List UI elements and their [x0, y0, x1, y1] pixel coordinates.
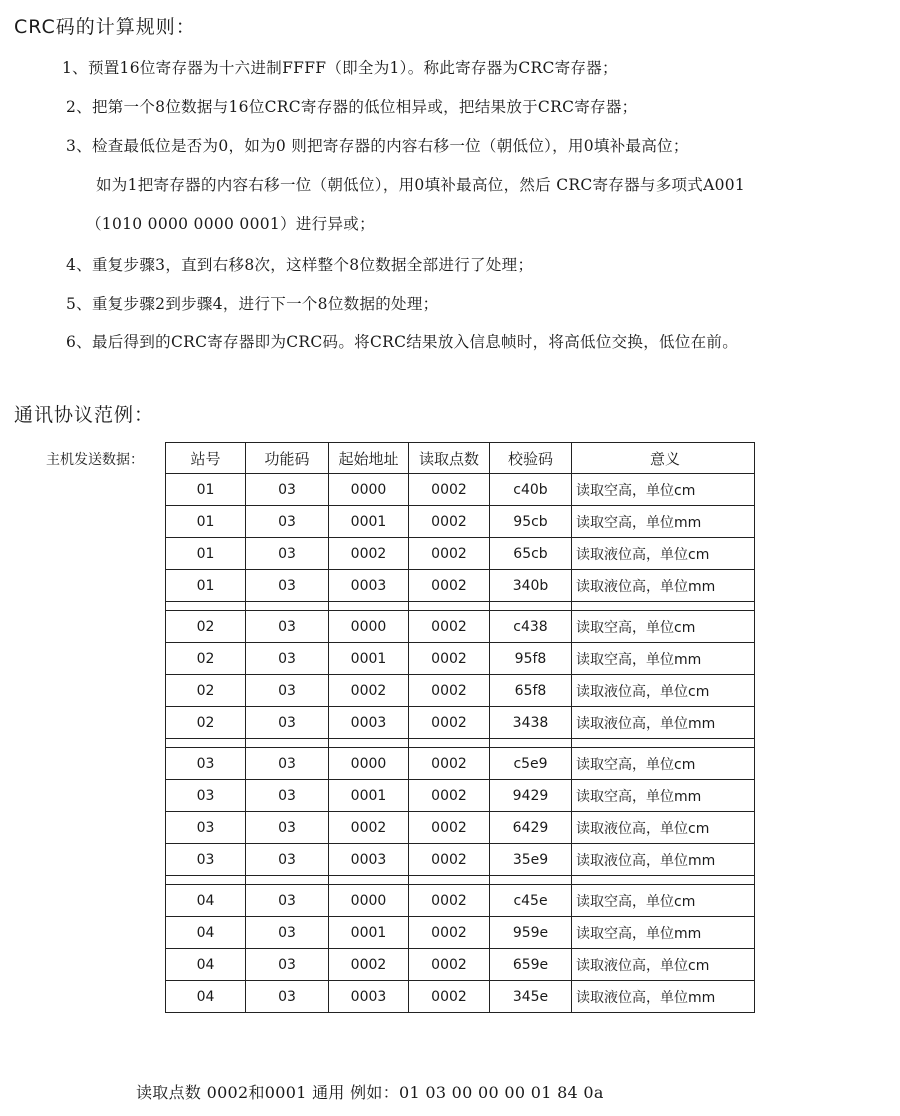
cell-checksum: 3438: [490, 707, 572, 739]
cell-read-count: 0002: [409, 707, 490, 739]
cell-read-count: 0002: [409, 812, 490, 844]
cell-checksum: c5e9: [490, 748, 572, 780]
protocol-example-title: 通讯协议范例：: [14, 404, 155, 426]
cell-read-count: 0002: [409, 917, 490, 949]
cell-start-address: 0002: [329, 949, 409, 981]
cell-read-count: 0002: [409, 675, 490, 707]
cell-function-code: 03: [246, 506, 329, 538]
table-row: [166, 538, 755, 570]
crc-step-3: 3、检查最低位是否为0，如为0 则把寄存器的内容右移一位（朝低位），用0填补最高位；: [66, 137, 689, 155]
cell-meaning: 读取空高，单位mm: [572, 506, 755, 538]
table-row: [166, 707, 755, 739]
table-row: [166, 812, 755, 844]
cell-start-address: 0000: [329, 885, 409, 917]
cell-function-code: 03: [246, 949, 329, 981]
cell-station: 04: [166, 885, 246, 917]
header-checksum: 校验码: [490, 443, 572, 474]
cell-function-code: 03: [246, 844, 329, 876]
cell-start-address: 0001: [329, 643, 409, 675]
cell-checksum: 9429: [490, 780, 572, 812]
crc-step-5: 5、重复步骤2到步骤4，进行下一个8位数据的处理；: [66, 295, 439, 313]
cell-start-address: 0003: [329, 844, 409, 876]
cell-station: 02: [166, 675, 246, 707]
cell-read-count: 0002: [409, 949, 490, 981]
separator-cell: [329, 739, 409, 748]
table-row: [166, 748, 755, 780]
cell-meaning: 读取空高，单位cm: [572, 748, 755, 780]
cell-station: 02: [166, 643, 246, 675]
cell-start-address: 0003: [329, 570, 409, 602]
separator-cell: [166, 739, 246, 748]
separator-cell: [246, 602, 329, 611]
crc-step-1: 1、预置16位寄存器为十六进制FFFF（即全为1）。称此寄存器为CRC寄存器；: [62, 59, 618, 77]
cell-function-code: 03: [246, 780, 329, 812]
cell-meaning: 读取液位高，单位cm: [572, 675, 755, 707]
cell-read-count: 0002: [409, 643, 490, 675]
cell-checksum: 95f8: [490, 643, 572, 675]
table-row: [166, 780, 755, 812]
cell-start-address: 0001: [329, 917, 409, 949]
table-row: [166, 917, 755, 949]
cell-station: 01: [166, 570, 246, 602]
cell-start-address: 0001: [329, 780, 409, 812]
cell-start-address: 0002: [329, 675, 409, 707]
cell-function-code: 03: [246, 707, 329, 739]
cell-station: 01: [166, 538, 246, 570]
table-row: [166, 506, 755, 538]
cell-read-count: 0002: [409, 570, 490, 602]
cell-station: 03: [166, 812, 246, 844]
crc-step-2: 2、把第一个8位数据与16位CRC寄存器的低位相异或，把结果放于CRC寄存器；: [66, 98, 638, 116]
cell-function-code: 03: [246, 570, 329, 602]
cell-function-code: 03: [246, 538, 329, 570]
separator-cell: [490, 602, 572, 611]
cell-meaning: 读取液位高，单位mm: [572, 570, 755, 602]
cell-function-code: 03: [246, 981, 329, 1013]
crc-step-3-continued: 如为1把寄存器的内容右移一位（朝低位），用0填补最高位，然后 CRC寄存器与多项式A001: [96, 176, 746, 194]
separator-cell: [166, 876, 246, 885]
cell-station: 04: [166, 917, 246, 949]
cell-checksum: 345e: [490, 981, 572, 1013]
header-station: 站号: [166, 443, 246, 474]
cell-function-code: 03: [246, 812, 329, 844]
cell-meaning: 读取液位高，单位cm: [572, 949, 755, 981]
footer-note: 读取点数 0002和0001 通用 例如：01 03 00 00 00 01 84 0a: [136, 1083, 604, 1102]
cell-checksum: 659e: [490, 949, 572, 981]
table-row: [166, 844, 755, 876]
cell-start-address: 0003: [329, 981, 409, 1013]
separator-cell: [490, 739, 572, 748]
cell-meaning: 读取空高，单位cm: [572, 885, 755, 917]
table-header-row: [166, 443, 755, 474]
crc-step-3-polynomial: （1010 0000 0000 0001）进行异或；: [86, 215, 375, 233]
crc-step-6: 6、最后得到的CRC寄存器即为CRC码。将CRC结果放入信息帧时，将高低位交换，低位在前。: [66, 333, 739, 351]
cell-station: 03: [166, 844, 246, 876]
cell-checksum: c40b: [490, 474, 572, 506]
protocol-table: [165, 442, 755, 1013]
cell-meaning: 读取空高，单位mm: [572, 917, 755, 949]
group-separator: [166, 602, 755, 611]
cell-station: 01: [166, 474, 246, 506]
header-start-address: 起始地址: [329, 443, 409, 474]
cell-checksum: 340b: [490, 570, 572, 602]
cell-function-code: 03: [246, 643, 329, 675]
cell-start-address: 0002: [329, 812, 409, 844]
table-row: [166, 949, 755, 981]
cell-start-address: 0000: [329, 748, 409, 780]
cell-meaning: 读取空高，单位cm: [572, 611, 755, 643]
separator-cell: [572, 602, 755, 611]
table-row: [166, 675, 755, 707]
cell-start-address: 0002: [329, 538, 409, 570]
crc-rules-title: CRC码的计算规则：: [14, 16, 196, 38]
cell-function-code: 03: [246, 474, 329, 506]
separator-cell: [246, 739, 329, 748]
separator-cell: [490, 876, 572, 885]
table-row: [166, 885, 755, 917]
cell-read-count: 0002: [409, 538, 490, 570]
cell-station: 04: [166, 981, 246, 1013]
table-row: [166, 474, 755, 506]
header-read-count: 读取点数: [409, 443, 490, 474]
cell-start-address: 0000: [329, 474, 409, 506]
table-row: [166, 570, 755, 602]
cell-meaning: 读取液位高，单位mm: [572, 981, 755, 1013]
table-row: [166, 643, 755, 675]
cell-meaning: 读取空高，单位mm: [572, 643, 755, 675]
cell-read-count: 0002: [409, 885, 490, 917]
crc-step-4: 4、重复步骤3，直到右移8次，这样整个8位数据全部进行了处理；: [66, 256, 534, 274]
cell-read-count: 0002: [409, 611, 490, 643]
table-row: [166, 981, 755, 1013]
separator-cell: [572, 739, 755, 748]
group-separator: [166, 876, 755, 885]
cell-meaning: 读取液位高，单位cm: [572, 538, 755, 570]
cell-station: 02: [166, 611, 246, 643]
cell-read-count: 0002: [409, 474, 490, 506]
cell-station: 02: [166, 707, 246, 739]
separator-cell: [246, 876, 329, 885]
separator-cell: [572, 876, 755, 885]
cell-station: 04: [166, 949, 246, 981]
cell-read-count: 0002: [409, 506, 490, 538]
cell-meaning: 读取空高，单位mm: [572, 780, 755, 812]
cell-checksum: 95cb: [490, 506, 572, 538]
cell-start-address: 0001: [329, 506, 409, 538]
cell-checksum: c438: [490, 611, 572, 643]
cell-function-code: 03: [246, 885, 329, 917]
cell-checksum: 6429: [490, 812, 572, 844]
master-send-label: 主机发送数据：: [46, 452, 144, 468]
cell-station: 01: [166, 506, 246, 538]
table-body: [166, 474, 755, 1013]
separator-cell: [166, 602, 246, 611]
separator-cell: [409, 602, 490, 611]
cell-function-code: 03: [246, 917, 329, 949]
cell-start-address: 0003: [329, 707, 409, 739]
cell-function-code: 03: [246, 675, 329, 707]
cell-start-address: 0000: [329, 611, 409, 643]
separator-cell: [329, 602, 409, 611]
cell-station: 03: [166, 780, 246, 812]
cell-function-code: 03: [246, 611, 329, 643]
cell-checksum: 959e: [490, 917, 572, 949]
cell-checksum: 65f8: [490, 675, 572, 707]
cell-checksum: 65cb: [490, 538, 572, 570]
header-meaning: 意义: [572, 443, 755, 474]
cell-checksum: 35e9: [490, 844, 572, 876]
cell-checksum: c45e: [490, 885, 572, 917]
header-function-code: 功能码: [246, 443, 329, 474]
cell-meaning: 读取空高，单位cm: [572, 474, 755, 506]
group-separator: [166, 739, 755, 748]
cell-station: 03: [166, 748, 246, 780]
table-row: [166, 611, 755, 643]
cell-meaning: 读取液位高，单位cm: [572, 812, 755, 844]
cell-read-count: 0002: [409, 844, 490, 876]
cell-meaning: 读取液位高，单位mm: [572, 844, 755, 876]
separator-cell: [409, 739, 490, 748]
separator-cell: [409, 876, 490, 885]
cell-read-count: 0002: [409, 780, 490, 812]
cell-read-count: 0002: [409, 981, 490, 1013]
separator-cell: [329, 876, 409, 885]
cell-function-code: 03: [246, 748, 329, 780]
cell-meaning: 读取液位高，单位mm: [572, 707, 755, 739]
cell-read-count: 0002: [409, 748, 490, 780]
